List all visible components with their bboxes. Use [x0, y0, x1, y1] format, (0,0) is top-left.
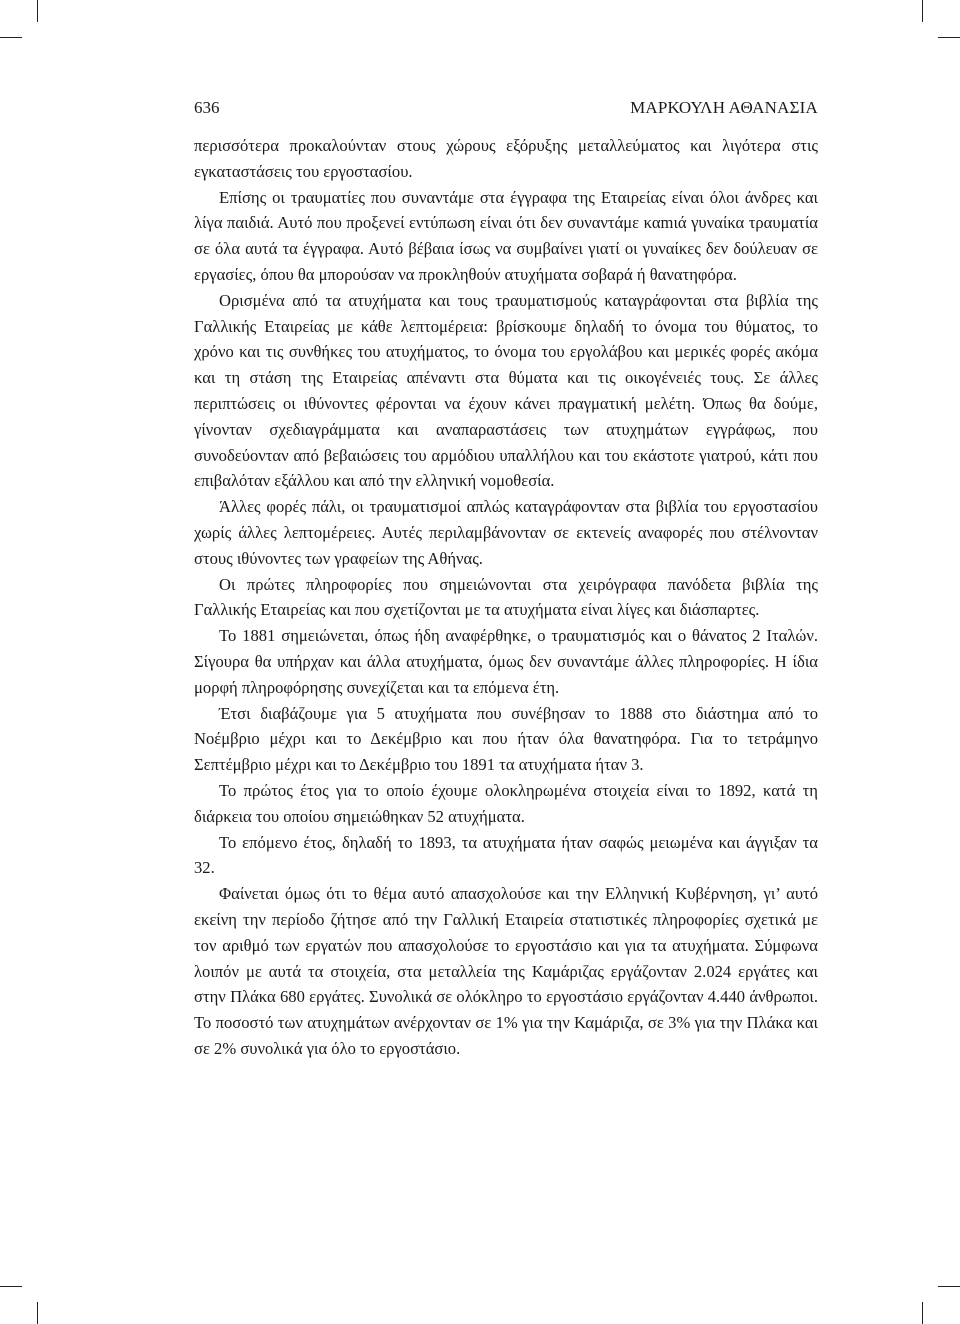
paragraph: Το πρώτος έτος για το οποίο έχουμε ολοκληρωμένα στοιχεία είναι το 1892, κατά τη διάρκεια του οποίου σημειώθηκαν 52 ατυχήματα. [194, 780, 818, 826]
crop-mark-left-bottom [0, 1286, 22, 1287]
crop-mark-left-top [0, 37, 22, 38]
paragraph: Επίσης οι τραυματίες που συναντάμε στα έγγραφα της Εταιρείας είναι όλοι άνδρες και λίγα παιδιά. Αυτό που προξενεί εντύπωση είναι ότι δεν συναντάμε καmιά γυναίκα τραυματία σε όλα αυτά τα έγγραφα. Αυτό βέβαια ίσως να συμβαίνει γιατί οι γυναίκες δεν δούλευαν σε εργασίες, όπου θα μπορούσαν να προκληθούν ατυχήματα σοβαρά ή θανατηφόρα. [194, 187, 818, 284]
crop-mark-bottom-left [37, 1302, 38, 1324]
paragraph: περισσότερα προκαλούνταν στους χώρους εξόρυξης μεταλλεύματος και λιγότερα στις εγκαταστάσεις του εργοστασίου. [194, 136, 818, 181]
paragraph: Το 1881 σημειώνεται, όπως ήδη αναφέρθηκε, ο τραυματισμός και ο θάνατος 2 Ιταλών. Σίγουρα θα υπήρχαν και άλλα ατυχήματα, όμως δεν συναντάμε άλλες πληροφορίες. Η ίδια μορφή πληροφόρησης συνεχίζεται και τα επόμενα έτη. [194, 626, 818, 697]
crop-mark-right-bottom [938, 1286, 960, 1287]
body-text [194, 133, 818, 1062]
paragraph: Φαίνεται όμως ότι το θέμα αυτό απασχολούσε και την Ελληνική Κυβέρνηση, γι’ αυτό εκείνη την περίοδο ζήτησε από την Γαλλική Εταιρεία στατιστικές πληροφορίες σχετικά με τον αριθμό των εργατών που απασχολούσε το εργοστάσιο και για τα ατυχήματα. Σύμφωνα λοιπόν με αυτά τα στοιχεία, στα μεταλλεία της Καμάριζας εργάζονταν 2.024 εργάτες και στην Πλάκα 680 εργάτες. Συνολικά σε ολόκληρο το εργοστάσιο εργάζονταν 4.440 άνθρωποι. Το ποσοστό των ατυχημάτων ανέρχονταν σε 1% για την Καμάριζα, σε 3% για την Πλάκα και σε 2% συνολικά για όλο το εργοστάσιο. [194, 884, 818, 1058]
crop-mark-top-left [37, 0, 38, 22]
crop-mark-right-top [938, 37, 960, 38]
crop-mark-top-right [922, 0, 923, 22]
paragraph: Το επόμενο έτος, δηλαδή το 1893, τα ατυχήματα ήταν σαφώς μειωμένα και άγγιξαν τα 32. [194, 832, 818, 878]
page-header [194, 96, 818, 120]
crop-mark-bottom-right [922, 1302, 923, 1324]
paragraph: Ορισμένα από τα ατυχήματα και τους τραυματισμούς καταγράφονται στα βιβλία της Γαλλικής Εταιρείας με κάθε λεπτομέρεια: βρίσκουμε δηλαδή το όνομα του θύματος, το χρόνο και τις συνθήκες του ατυχήματος, το όνομα του εργολάβου και μερικές φορές ακόμα και τη στάση της Εταιρείας απέναντι στα θύματα και τις οικογένειές τους. Σε άλλες περιπτώσεις οι ιθύνοντες φέρονται να έχουν κάνει πραγματική μελέτη. Όπως θα δούμε, γίνονταν σχεδιαγράμματα και αναπαραστάσεις των ατυχημάτων εγγράφως, που συνοδεύονταν από βεβαιώσεις του αρμόδιου υπαλλήλου και του εκάστοτε γιατρού, κάτι που επιβαλόταν εξάλλου και από την ελληνική νομοθεσία. [194, 290, 818, 491]
paragraph: Οι πρώτες πληροφορίες που σημειώνονται στα χειρόγραφα πανόδετα βιβλία της Γαλλικής Εταιρείας και που σχετίζονται με τα ατυχήματα είναι λίγες και διάσπαρτες. [194, 574, 818, 620]
running-title: ΜΑΡΚΟΥΛΗ ΑΘΑΝΑΣΙΑ [630, 98, 818, 117]
page-number: 636 [194, 98, 220, 117]
paragraph: Άλλες φορές πάλι, οι τραυματισμοί απλώς καταγράφονταν στα βιβλία του εργοστασίου χωρίς άλλες λεπτομέρειες. Αυτές περιλαμβάνονταν σε εκτενείς αναφορές που στέλνονταν στους ιθύνοντες των γραφείων της Αθήνας. [194, 497, 818, 568]
paragraph: Έτσι διαβάζουμε για 5 ατυχήματα που συνέβησαν το 1888 στο διάστημα από το Νοέμβριο μέχρι και το Δεκέμβριο και που ήταν όλα θανατηφόρα. Για το τετράμηνο Σεπτέμβριο μέχρι και το Δεκέμβριο του 1891 τα ατυχήματα ήταν 3. [194, 703, 818, 775]
